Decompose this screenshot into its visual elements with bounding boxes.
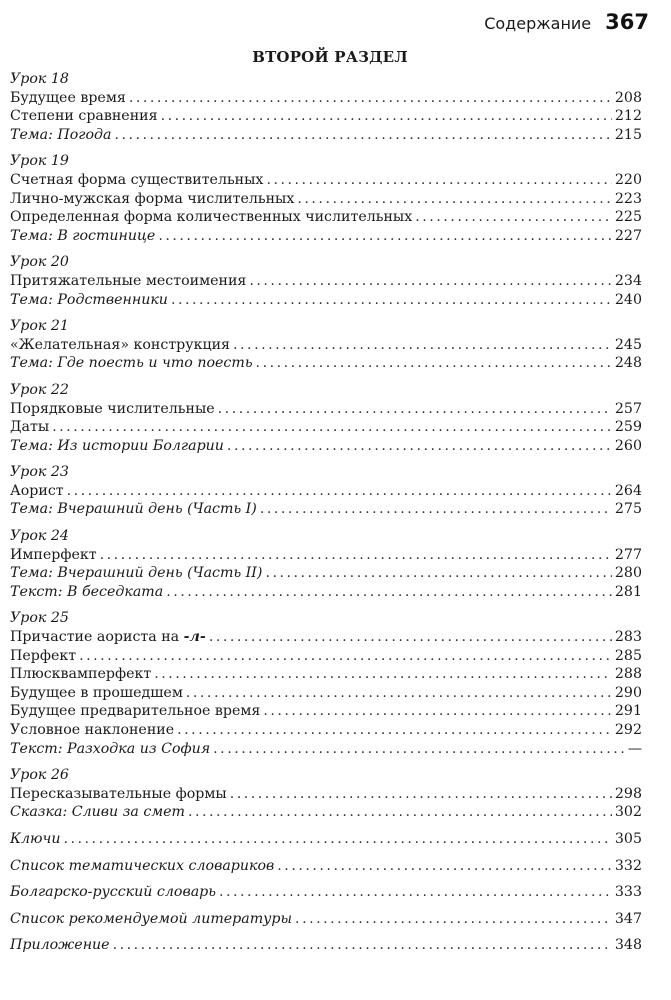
toc-entry [10,272,642,291]
dot-leader [233,336,612,355]
lesson-label: Урок 21 [10,318,69,335]
toc-entry-title [10,721,174,740]
toc-entry-title [10,354,253,373]
toc-entry-title [10,546,97,565]
toc-entry-title-text: Степени сравнения [10,108,158,125]
toc-entry-title-text: Счетная форма существительных [10,171,264,188]
lesson-block [10,317,642,373]
toc-entry-title [10,628,206,647]
toc-entry-page: — [627,740,642,757]
dot-leader [186,684,612,703]
page-number: 367 [605,10,649,34]
toc-entry [10,647,642,666]
toc-entry-page: 348 [614,937,642,954]
dot-leader [249,272,612,291]
toc-entry-title-text: Причастие аориста на [10,629,184,646]
toc-entry [10,208,642,227]
toc-entry-title [10,665,151,684]
toc-entry-page: 260 [614,437,642,454]
toc-entry-title-text: Будущее предварительное время [10,703,261,720]
toc-entry-page: 275 [614,501,642,518]
toc-entry [10,482,642,501]
toc-entry-page: 302 [614,804,642,821]
toc-entry [10,500,642,519]
toc-entry-page: 257 [614,400,642,417]
toc-entry [10,684,642,703]
toc-entry-page: 332 [614,857,642,874]
dot-leader [171,291,612,310]
toc-entry-page: 292 [614,722,642,738]
toc-entry-title [10,910,292,929]
toc-entry [10,400,642,419]
toc-entry-page: 264 [614,482,642,499]
toc-entry [10,830,642,849]
toc-entry-page: 283 [614,629,642,646]
dot-leader [415,208,612,227]
dot-leader [161,107,612,126]
toc-entry-title-suffix: -л- [183,629,206,646]
toc-entry-title [10,208,412,227]
toc-entry [10,437,642,456]
toc-entry-title [10,437,224,456]
toc-entry [10,564,642,583]
dot-leader [166,583,612,602]
dot-leader [52,418,612,437]
dot-leader [114,126,611,145]
lesson-label: Урок 23 [10,464,69,481]
dot-leader [227,437,612,456]
lesson-block [10,152,642,245]
toc-entry [10,171,642,190]
toc-entry [10,336,642,355]
dot-leader [265,564,611,583]
dot-leader [100,546,612,565]
lesson-label: Урок 19 [10,153,69,170]
dot-leader [263,702,612,721]
running-head-title: Содержание [484,14,592,33]
lesson-label: Урок 22 [10,381,69,398]
toc-entry-title-text: Определенная форма количественных числительных [10,209,413,226]
toc-entry-page: 288 [614,666,642,683]
toc-entry-page: 212 [614,108,642,125]
dot-leader [158,227,612,246]
toc-entry-title [10,740,210,759]
toc-entry-title [10,684,183,703]
toc-entry [10,740,642,759]
toc-entry-title-text: Имперфект [10,546,97,563]
toc-entry-title [10,583,163,602]
toc-entry-title-text: Будущее время [10,89,126,106]
toc-entry-page: 227 [614,227,642,244]
dot-leader [260,500,612,519]
toc-entry-title-text: Текст: В беседката [10,583,164,600]
toc-entry-title-text: Условное наклонение [10,722,175,738]
toc-entry [10,910,642,929]
toc-entry-title-text: Список рекомендуемой литературы [10,910,293,927]
section-title: ВТОРОЙ РАЗДЕЛ [252,48,408,66]
toc-entry-title-text: Лично-мужская форма числительных [10,190,295,207]
toc-entry [10,354,642,373]
lesson-label: Урок 24 [10,528,69,545]
toc-entry [10,721,642,740]
running-head [484,10,649,34]
toc-entry-page: 277 [614,546,642,563]
toc-entry-title-text: Список тематических словариков [10,857,275,874]
toc-entry [10,665,642,684]
toc-entry [10,418,642,437]
dot-leader [67,482,612,501]
toc-entry-title [10,702,260,721]
dot-leader [129,89,612,108]
lesson-block [10,381,642,455]
toc-entry-title-text: Тема: Вчерашний день (Часть II) [10,565,263,582]
toc-entry-page: 215 [614,126,642,143]
toc-entry-page: 240 [614,291,642,308]
lesson-label: Урок 18 [10,71,69,87]
toc-entry [10,227,642,246]
toc-entry-title [10,400,215,419]
toc-entry-page: 291 [614,703,642,720]
toc-entry-title-text: Тема: Из истории Болгарии [10,437,224,454]
dot-leader [79,647,612,666]
toc-entry-page: 225 [614,209,642,226]
dot-leader [63,830,611,849]
toc-entry-title [10,190,294,209]
toc-entry-title [10,785,227,804]
toc-entry [10,546,642,565]
toc-entry-title [10,803,185,822]
toc-entry [10,583,642,602]
toc-entry-title-text: Притяжательные местоимения [10,272,247,289]
toc-entry-page: 305 [614,830,642,847]
toc-entry-page: 285 [614,647,642,664]
toc-entry [10,857,642,876]
toc-entry [10,89,642,108]
toc-entry-title [10,171,263,190]
toc-entry [10,702,642,721]
toc-entry [10,883,642,902]
dot-leader [177,721,612,740]
toc-entry-title [10,857,274,876]
toc-entry-title-text: «Желательная» конструкция [10,336,231,353]
toc-entry-page: 248 [614,355,642,372]
toc-entry-title [10,500,257,519]
lesson-block [10,766,642,822]
toc-entry-title-text: Будущее в прошедшем [10,684,183,701]
toc-entry-title [10,883,216,902]
toc-entry [10,190,642,209]
toc-entry-title-text: Перфект [10,647,77,664]
dot-leader [218,400,612,419]
toc-entry-title-text: Болгарско-русский словарь [10,884,216,901]
lesson-block [10,527,642,601]
toc-entry-title-text: Даты [10,419,50,436]
toc-entry-title [10,272,246,291]
toc-entry-page: 280 [614,565,642,582]
toc-entry-title-text: Тема: Вчерашний день (Часть I) [10,501,257,518]
toc-entry-title [10,107,158,126]
toc-entry-title [10,564,262,583]
appendix-block [10,936,642,955]
appendix-block [10,830,642,849]
dot-leader [266,171,611,190]
toc-entry [10,126,642,145]
appendix-block [10,910,642,929]
toc-entry-title-text: Ключи [10,830,61,847]
dot-leader [209,628,612,647]
dot-leader [295,910,612,929]
toc-entry-title-text: Порядковые числительные [10,400,215,417]
dot-leader [256,354,612,373]
lesson-block [10,253,642,309]
toc-entry-title [10,291,168,310]
toc-entry-title-text: Сказка: Сливи за смет [10,804,185,821]
toc-entry-page: 347 [614,910,642,927]
toc-entry-title-text: Тема: Где поесть и что поесть [10,355,253,372]
dot-leader [230,785,612,804]
toc-entry-title [10,647,76,666]
toc-entry-title [10,482,64,501]
toc-entry-title [10,418,49,437]
lesson-block [10,70,642,144]
toc-entry-page: 223 [614,190,642,207]
dot-leader [213,740,625,759]
dot-leader [154,665,612,684]
toc-entry-title [10,830,60,849]
lesson-label: Урок 20 [10,254,69,271]
toc-entry-page: 259 [614,419,642,436]
lesson-block [10,463,642,519]
dot-leader [277,857,612,876]
appendix-block [10,857,642,876]
toc-entry-title [10,89,126,108]
dot-leader [297,190,612,209]
toc-entry-title-text: Тема: Родственники [10,291,168,308]
toc-entry-title [10,936,110,955]
table-of-contents [10,70,642,963]
toc-entry-title-text: Плюсквамперфект [10,666,152,683]
appendix-block [10,883,642,902]
toc-entry-title-text: Текст: Разходка из София [10,740,211,757]
lesson-block [10,609,642,758]
toc-entry [10,628,642,647]
toc-entry-title [10,126,111,145]
dot-leader [188,803,612,822]
toc-entry [10,107,642,126]
toc-entry-page: 234 [614,272,642,289]
toc-entry-title-text: Пересказывательные формы [10,785,227,802]
toc-entry-page: 298 [614,785,642,802]
lesson-label: Урок 26 [10,767,69,784]
toc-entry-title [10,336,230,355]
toc-entry [10,785,642,804]
toc-entry-title-text: Тема: Погода [10,126,112,143]
toc-entry-page: 220 [614,171,642,188]
toc-entry-title [10,227,155,246]
toc-entry-title-text: Аорист [10,482,64,499]
toc-entry [10,291,642,310]
toc-entry-page: 281 [614,583,642,600]
dot-leader [219,883,612,902]
dot-leader [113,936,612,955]
toc-entry [10,936,642,955]
toc-entry-title-text: Приложение [10,937,110,954]
toc-entry-title-text: Тема: В гостинице [10,227,156,244]
toc-entry-page: 208 [614,89,642,106]
toc-entry-page: 290 [614,684,642,701]
toc-entry [10,803,642,822]
lesson-label: Урок 25 [10,610,69,627]
toc-entry-page: 333 [614,884,642,901]
toc-entry-page: 245 [614,336,642,353]
